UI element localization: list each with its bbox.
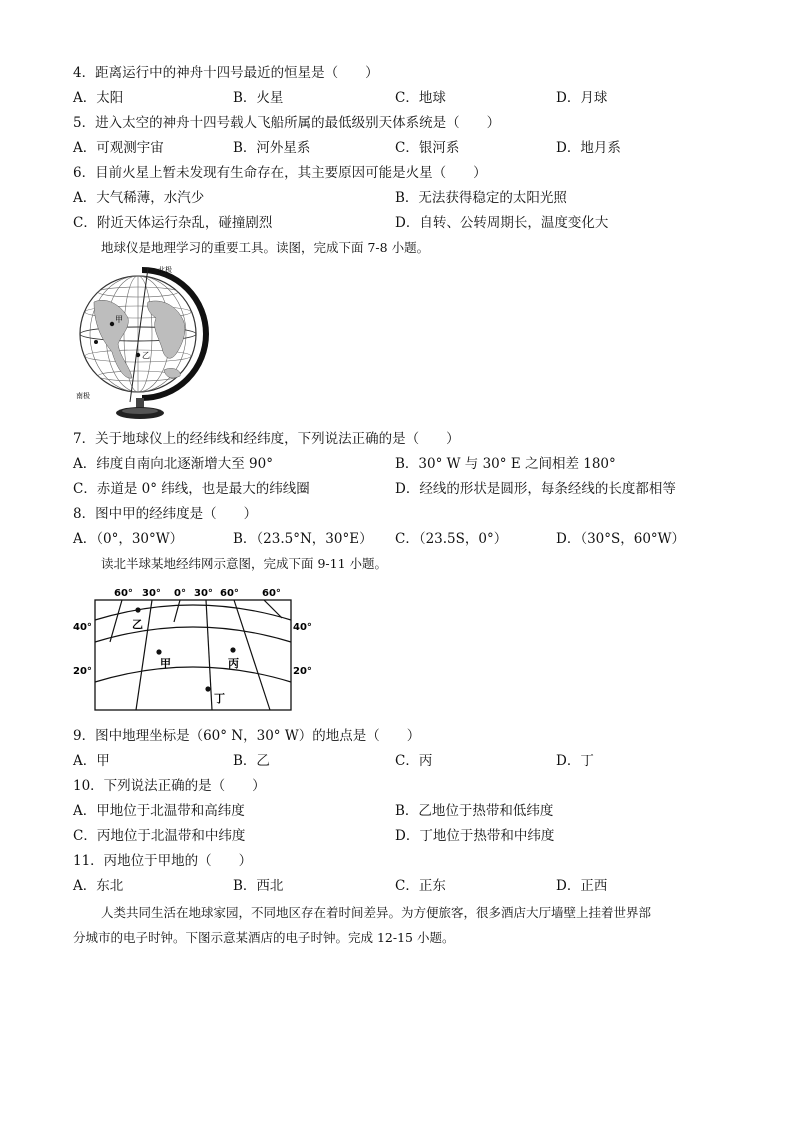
q7-option-a[interactable]: A．纬度自南向北逐渐增大至 90° <box>73 456 273 472</box>
intro-7-8: 地球仪是地理学习的重要工具。读图，完成下面 7-8 小题。 <box>101 240 430 255</box>
q10-option-d[interactable]: D．丁地位于热带和中纬度 <box>395 828 555 844</box>
globe-figure <box>72 262 212 424</box>
q4-option-a[interactable]: A．太阳 <box>73 90 124 106</box>
intro-9-11: 读北半球某地经纬网示意图，完成下面 9-11 小题。 <box>101 556 388 571</box>
grid-label-jia: 甲 <box>160 657 171 670</box>
q8-option-a[interactable]: A．（0°，30°W） <box>73 531 184 547</box>
q9-option-b[interactable]: B．乙 <box>233 753 270 769</box>
intro-12-15-line2: 分城市的电子时钟。下图示意某酒店的电子时钟。完成 12-15 小题。 <box>73 930 455 945</box>
grid-right-label-20: 20° <box>293 666 312 677</box>
grid-left-label-40: 40° <box>73 622 92 633</box>
q4-option-c[interactable]: C．地球 <box>395 90 446 106</box>
q5-stem: 5．进入太空的神舟十四号载人飞船所属的最低级别天体系统是（ ） <box>73 115 501 131</box>
q5-option-a[interactable]: A．可观测宇宙 <box>73 140 164 156</box>
q7-option-d[interactable]: D．经线的形状是圆形，每条经线的长度都相等 <box>395 481 676 497</box>
q6-option-b[interactable]: B．无法获得稳定的太阳光照 <box>395 190 567 206</box>
q10-stem: 10．下列说法正确的是（ ） <box>73 778 266 794</box>
grid-left-label-20: 20° <box>73 666 92 677</box>
q7-option-b[interactable]: B．30° W 与 30° E 之间相差 180° <box>395 456 616 472</box>
q9-option-a[interactable]: A．甲 <box>73 753 110 769</box>
globe-point-jia <box>110 322 114 326</box>
grid-point-ding <box>205 686 210 691</box>
q10-option-a[interactable]: A．甲地位于北温带和高纬度 <box>73 803 245 819</box>
lat-lon-grid-figure <box>70 582 318 718</box>
globe-label-yi: 乙 <box>142 351 150 360</box>
q5-option-d[interactable]: D．地月系 <box>556 140 621 156</box>
grid-top-label-6: 60° <box>262 588 281 599</box>
q9-option-c[interactable]: C．丙 <box>395 753 433 769</box>
grid-top-label-4: 30° <box>194 588 213 599</box>
grid-map-frame <box>95 600 291 710</box>
q8-stem: 8．图中甲的经纬度是（ ） <box>73 506 258 522</box>
q4-option-b[interactable]: B．火星 <box>233 90 284 106</box>
q11-option-b[interactable]: B．西北 <box>233 878 284 894</box>
grid-label-yi: 乙 <box>132 618 143 631</box>
q5-option-c[interactable]: C．银河系 <box>395 140 460 156</box>
globe-label-south-pole: 南极 <box>76 392 90 400</box>
q10-option-b[interactable]: B．乙地位于热带和低纬度 <box>395 803 554 819</box>
q9-stem: 9．图中地理坐标是（60° N，30° W）的地点是（ ） <box>73 728 421 744</box>
q8-option-c[interactable]: C．（23.5S，0°） <box>395 531 508 547</box>
grid-label-bing: 丙 <box>228 657 239 670</box>
grid-top-label-2: 30° <box>142 588 161 599</box>
q8-option-d[interactable]: D．（30°S，60°W） <box>556 531 686 547</box>
grid-top-label-1: 60° <box>114 588 133 599</box>
q11-option-a[interactable]: A．东北 <box>73 878 124 894</box>
q5-option-b[interactable]: B．河外星系 <box>233 140 311 156</box>
q6-option-a[interactable]: A．大气稀薄，水汽少 <box>73 190 205 206</box>
q11-option-d[interactable]: D．正西 <box>556 878 608 894</box>
grid-top-label-5: 60° <box>220 588 239 599</box>
q6-stem: 6．目前火星上暂未发现有生命存在，其主要原因可能是火星（ ） <box>73 165 487 181</box>
grid-right-label-40: 40° <box>293 622 312 633</box>
q4-stem: 4．距离运行中的神舟十四号最近的恒星是（ ） <box>73 65 379 81</box>
q7-option-c[interactable]: C．赤道是 0° 纬线，也是最大的纬线圈 <box>73 481 310 497</box>
globe-label-jia: 甲 <box>115 315 123 324</box>
q6-option-d[interactable]: D．自转、公转周期长，温度变化大 <box>395 215 609 231</box>
q8-option-b[interactable]: B．（23.5°N，30°E） <box>233 531 373 547</box>
q10-option-c[interactable]: C．丙地位于北温带和中纬度 <box>73 828 246 844</box>
q11-option-c[interactable]: C．正东 <box>395 878 446 894</box>
grid-top-label-3: 0° <box>174 588 186 599</box>
grid-point-yi <box>135 607 140 612</box>
globe-label-north-pole: 北极 <box>158 266 172 274</box>
q9-option-d[interactable]: D．丁 <box>556 753 594 769</box>
grid-label-ding: 丁 <box>214 692 225 705</box>
q7-stem: 7．关于地球仪上的经纬线和经纬度，下列说法正确的是（ ） <box>73 431 460 447</box>
grid-point-bing <box>230 647 235 652</box>
q4-option-d[interactable]: D．月球 <box>556 90 608 106</box>
grid-point-jia <box>156 649 161 654</box>
q6-option-c[interactable]: C．附近天体运行杂乱，碰撞剧烈 <box>73 215 273 231</box>
intro-12-15-line1: 人类共同生活在地球家园，不同地区存在着时间差异。为方便旅客，很多酒店大厅墙壁上挂着世界部 <box>101 905 652 920</box>
q11-stem: 11．丙地位于甲地的（ ） <box>73 853 253 869</box>
